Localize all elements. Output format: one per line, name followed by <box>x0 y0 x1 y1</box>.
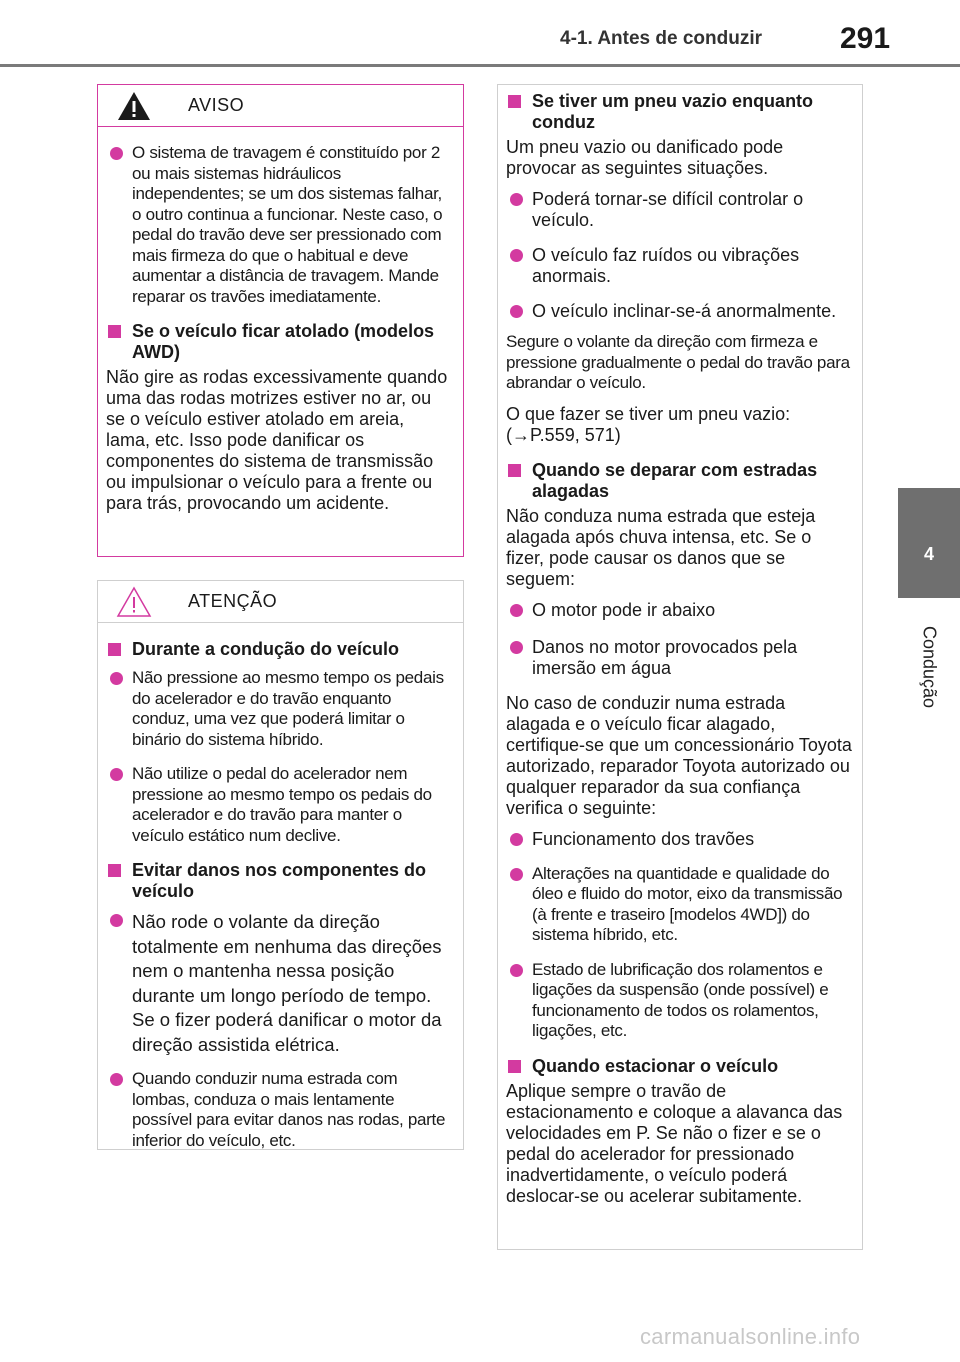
list-item-text: Alterações na quantidade e qualidade do óleo e fluido do motor, eixo da transmissão (à frente e traseiro [modelos 4WD]) do sistema híbrido, etc. <box>532 863 843 944</box>
list-item-text: O veículo faz ruídos ou vibrações anormais. <box>532 245 800 286</box>
caution-box-header <box>98 581 463 623</box>
warning-box <box>97 84 464 557</box>
page-number: 291 <box>840 22 891 55</box>
section-heading <box>106 860 453 902</box>
bullet-icon <box>110 914 123 927</box>
section-heading-text: Evitar danos nos componentes do veículo <box>132 860 427 901</box>
section-heading-text: Durante a condução do veículo <box>132 639 400 659</box>
list-item-text: Funcionamento dos travões <box>532 828 755 849</box>
list-item <box>506 960 852 1042</box>
watermark: carmanualsonline.info <box>640 1324 861 1349</box>
paragraph: Segure o volante da direção com firmeza e pressione gradualmente o pedal do travão para abrandar o veículo. <box>506 332 850 392</box>
section-title: 4-1. Antes de conduzir <box>560 28 762 49</box>
list-item <box>506 600 852 621</box>
list-item <box>106 143 453 307</box>
paragraph: Não conduza numa estrada que esteja alagada após chuva intensa, etc. Se o fizer, pode causar os danos que se seguem: <box>506 505 816 589</box>
bullet-icon <box>510 305 523 318</box>
bullet-icon <box>110 147 123 160</box>
caution-box-title: ATENÇÃO <box>188 591 278 611</box>
bullet-icon <box>110 672 123 685</box>
list-item-text: Não utilize o pedal do acelerador nem pressione ao mesmo tempo os pedais do acelerador e do travão para manter o veículo estático num declive. <box>132 764 432 845</box>
list-item <box>106 668 453 750</box>
paragraph: O que fazer se tiver um pneu vazio: (→P.559, 571) <box>506 403 791 445</box>
list-item-text: Quando conduzir numa estrada com lombas, conduza o mais lentamente possível para evitar danos nas rodas, parte inferior do veículo, etc. <box>132 1069 446 1150</box>
section-heading-text: Quando estacionar o veículo <box>532 1055 779 1076</box>
section-heading <box>506 91 852 133</box>
square-bullet-icon <box>108 864 121 877</box>
bullet-icon <box>510 868 523 881</box>
list-item-text: Danos no motor provocados pela imersão em água <box>532 636 798 678</box>
list-item <box>506 637 852 679</box>
chapter-label-text: Condução <box>919 625 940 709</box>
paragraph: Aplique sempre o travão de estacionamento e coloque a alavanca das velocidades em P. Se não o fizer e se o pedal do acelerador for pressionado inadvertidamente, o veículo poderá deslocar-se ou acelerar subitamente. <box>506 1080 843 1206</box>
list-item <box>506 864 852 946</box>
warning-box-header <box>98 85 463 127</box>
list-item-text: Não rode o volante da direção totalmente em nenhuma das direções nem o mantenha nessa posição durante um longo período de tempo. Se o fizer poderá danificar o motor da direção assistida elétrica. <box>132 911 442 1055</box>
section-heading-text: Se o veículo ficar atolado (modelos AWD) <box>132 321 435 362</box>
section-heading <box>506 460 852 502</box>
caution-box <box>97 580 464 1150</box>
section-heading-text: Quando se deparar com estradas alagadas <box>532 459 818 501</box>
warning-triangle-icon <box>116 90 152 122</box>
bullet-icon <box>510 604 523 617</box>
bullet-icon <box>510 249 523 262</box>
paragraph: Não gire as rodas excessivamente quando uma das rodas motrizes estiver no ar, ou se o veículo estiver atolado em areia, lama, etc. Isso pode danificar os componentes do sistema de transmissão ou impulsionar o veículo para a frente ou para trás, provocando um acidente. <box>106 367 448 513</box>
warning-box-title: AVISO <box>188 95 245 115</box>
list-item-text: O motor pode ir abaixo <box>532 599 716 620</box>
list-item <box>506 829 852 850</box>
list-item-text: Não pressione ao mesmo tempo os pedais do acelerador e do travão enquanto conduz, uma vez que poderá limitar o binário do sistema híbrido. <box>132 668 444 749</box>
bullet-icon <box>510 193 523 206</box>
paragraph: Um pneu vazio ou danificado pode provocar as seguintes situações. <box>506 137 784 178</box>
list-item <box>506 245 852 287</box>
list-item <box>506 189 852 231</box>
list-item-text: Estado de lubrificação dos rolamentos e ligações da suspensão (onde possível) e funcionamento de todos os rolamentos, ligações, etc. <box>532 959 829 1040</box>
header-divider <box>0 64 960 67</box>
square-bullet-icon <box>508 464 521 477</box>
caution-triangle-icon <box>116 586 152 618</box>
bullet-icon <box>510 641 523 654</box>
list-item-text: O veículo inclinar-se-á anormalmente. <box>532 301 837 321</box>
bullet-icon <box>110 768 123 781</box>
list-item <box>106 910 453 1057</box>
square-bullet-icon <box>508 1060 521 1073</box>
section-heading <box>506 1056 852 1077</box>
bullet-icon <box>510 964 523 977</box>
paragraph: No caso de conduzir numa estrada alagada e o veículo ficar alagado, certifique-se que um concessionário Toyota autorizado, reparador Toyota autorizado ou qualquer reparador da sua confiança verifica o seguinte: <box>506 692 852 818</box>
list-item <box>106 1069 453 1151</box>
section-heading-text: Se tiver um pneu vazio enquanto conduz <box>532 91 814 132</box>
list-item <box>506 301 852 322</box>
square-bullet-icon <box>108 643 121 656</box>
section-heading <box>106 639 453 660</box>
chapter-label <box>898 612 960 722</box>
list-item-text: O sistema de travagem é constituído por 2 ou mais sistemas hidráulicos independentes; se um dos sistemas falhar, o outro continua a funcionar. Neste caso, o pedal do travão deve ser pressionado com mais firmeza do que o habitual e deve aumentar a distância de travagem. Mande reparar os travões imediatamente. <box>132 143 443 306</box>
square-bullet-icon <box>108 325 121 338</box>
list-item-text: Poderá tornar-se difícil controlar o veículo. <box>532 189 804 230</box>
bullet-icon <box>510 833 523 846</box>
bullet-icon <box>110 1073 123 1086</box>
chapter-tab[interactable]: 4 <box>898 488 960 598</box>
info-box <box>497 84 863 1250</box>
square-bullet-icon <box>508 95 521 108</box>
section-heading <box>106 321 453 363</box>
list-item <box>106 764 453 846</box>
